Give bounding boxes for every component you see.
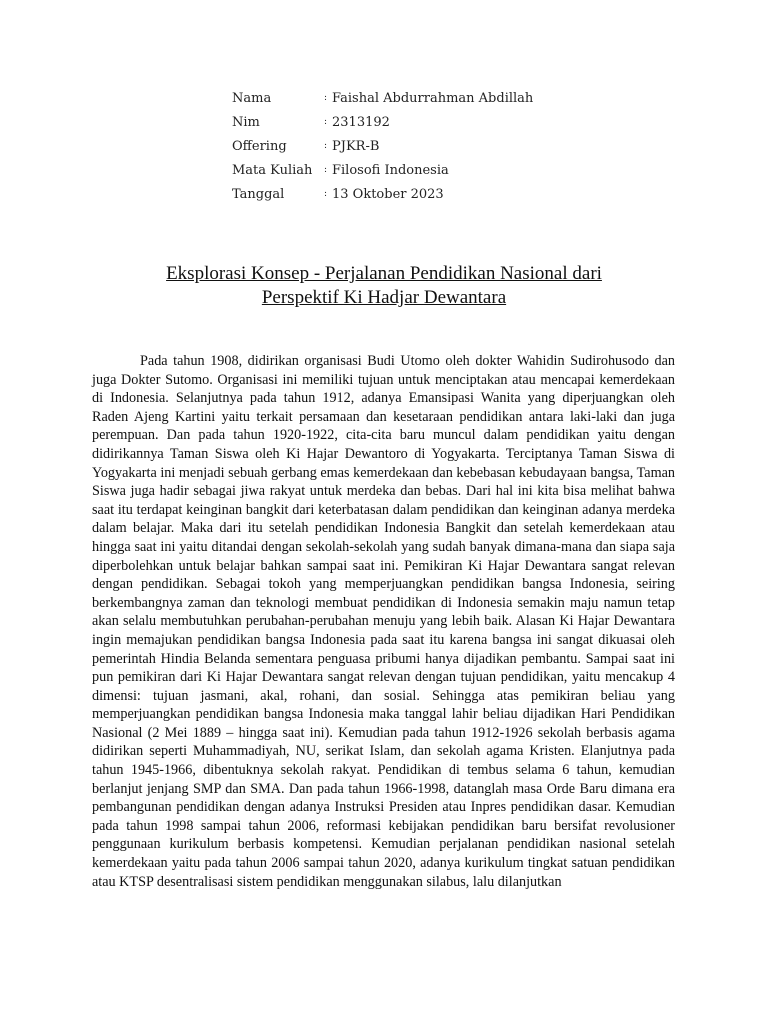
- info-row-tanggal: [232, 182, 533, 206]
- student-info-block: [232, 86, 533, 206]
- info-label: Nama: [232, 90, 272, 106]
- body-paragraph: [92, 352, 675, 891]
- info-value: PJKR-B: [332, 138, 380, 154]
- info-label: Mata Kuliah: [232, 162, 313, 178]
- paragraph-text: Pada tahun 1908, didirikan organisasi Budi Utomo oleh dokter Wahidin Sudirohusodo dan juga Dokter Sutomo. Organisasi ini memiliki tujuan untuk menciptakan atau mencapai kemerdekaan di Indonesia. Selanjutnya pada tahun 1912, adanya Emansipasi Wanita yang diperjuangkan oleh Raden Ajeng Kartini yaitu terkait persamaan dan kesetaraan pendidikan antara laki-laki dan juga perempuan. Dan pada tahun 1920-1922, cita-cita baru muncul dalam pendidikan yaitu dengan didirikannya Taman Siswa oleh Ki Hajar Dewantoro di Yogyakarta. Terciptanya Taman Siswa di Yogyakarta ini menjadi sebuah gerbang emas kemerdekaan dan kebebasan kebudayaan bangsa, Taman Siswa juga hadir sebagai jiwa rakyat untuk merdeka dan bebas. Dari hal ini kita bisa melihat bahwa saat itu terdapat keinginan bangkit dari keterbatasan dalam pendidikan dan keinginan adanya merdeka dalam belajar. Maka dari itu setelah pendidikan Indonesia Bangkit dan setelah kemerdekaan atau hingga saat ini yaitu ditandai dengan sekolah-sekolah yang sudah banyak dimana-mana dan siapa saja diperbolehkan untuk belajar bahkan sampai saat ini. Pemikiran Ki Hajar Dewantara sangat relevan dengan pendidikan. Sebagai tokoh yang memperjuangkan pendidikan bangsa Indonesia, seiring berkembangnya zaman dan teknologi membuat pendidikan di Indonesia semakin maju namun tetap akan selalu membutuhkan perubahan-perubahan menuju yang lebih baik. Alasan Ki Hajar Dewantara ingin memajukan pendidikan bangsa Indonesia pada saat itu karena bangsa ini sangat dikuasai oleh pemerintah Hindia Belanda sementara penguasa pribumi hanya dijadikan pembantu. Sampai saat ini pun pemikiran dari Ki Hajar Dewantara sangat relevan dengan tujuan pendidikan, yaitu mencakup 4 dimensi: tujuan jasmani, akal, rohani, dan sosial. Sehingga atas pemikiran beliau yang memperjuangkan pendidikan bangsa Indonesia maka tanggal lahir beliau dijadikan Hari Pendidikan Nasional (2 Mei 1889 – hingga saat ini). Kemudian pada tahun 1912-1926 sekolah berbasis agama didirikan seperti Muhammadiyah, NU, serikat Islam, dan sekolah agama Kristen. Elanjutnya pada tahun 1945-1966, dibentuknya sekolah rakyat. Pendidikan di tembus selama 6 tahun, kemudian berlanjut jenjang SMP dan SMA. Dan pada tahun 1966-1998, datanglah masa Orde Baru dimana era pembangunan pendidikan dengan adanya Instruksi Presiden atau Inpres pendidikan dasar. Kemudian pada tahun 1998 sampai tahun 2006, reformasi kebijakan pendidikan baru bersifat revolusioner penggunaan kurikulum berbasis kompetensi. Kemudian perjalanan pendidikan nasional setelah kemerdekaan yaitu pada tahun 2006 sampai tahun 2020, adanya kurikulum tingkat satuan pendidikan atau KTSP desentralisasi sistem pendidikan menggunakan silabus, lalu dilanjutkan: [92, 353, 675, 890]
- title-line-2: Perspektif Ki Hadjar Dewantara: [261, 287, 507, 308]
- info-value: Filosofi Indonesia: [332, 162, 449, 178]
- title-line-1: Eksplorasi Konsep - Perjalanan Pendidikan Nasional dari: [166, 263, 602, 284]
- info-colon: :: [324, 93, 328, 103]
- info-label: Offering: [232, 138, 287, 154]
- document-title: [60, 262, 708, 310]
- info-value: 13 Oktober 2023: [332, 186, 444, 202]
- info-label: Tanggal: [232, 186, 285, 202]
- info-row-nim: [232, 110, 533, 134]
- info-colon: :: [324, 165, 328, 175]
- info-colon: :: [324, 141, 328, 151]
- info-row-nama: [232, 86, 533, 110]
- info-colon: :: [324, 189, 328, 199]
- info-colon: :: [324, 117, 328, 127]
- info-label: Nim: [232, 114, 260, 130]
- info-value: 2313192: [332, 114, 390, 130]
- info-value: Faishal Abdurrahman Abdillah: [332, 90, 534, 106]
- info-row-offering: [232, 134, 533, 158]
- info-row-mata-kuliah: [232, 158, 533, 182]
